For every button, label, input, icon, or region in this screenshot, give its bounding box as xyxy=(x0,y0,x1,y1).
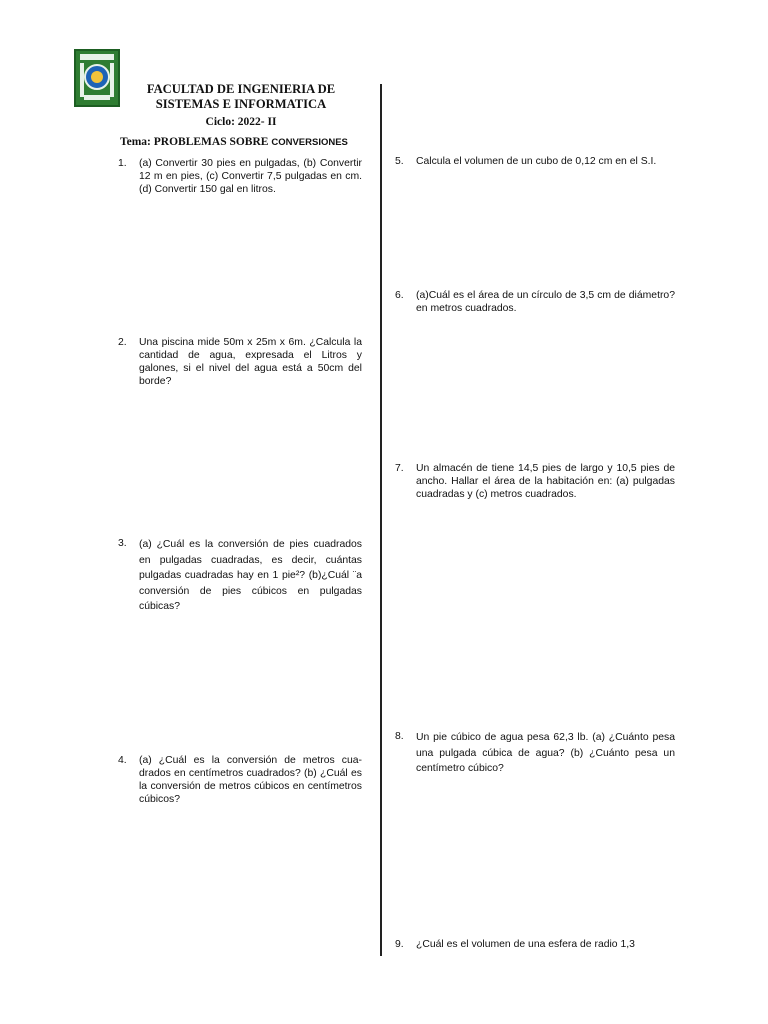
question-text: Una piscina mide 50m x 25m x 6m. ¿Calcula la cantidad de agua, expresada el Litros y galones, si el nivel del agua está a 50cm del borde? xyxy=(139,337,362,387)
question-number: 8. xyxy=(395,731,404,742)
question-number: 7. xyxy=(395,463,404,474)
question-number: 3. xyxy=(118,538,127,549)
question-text: (a) ¿Cuál es la conversión de pies cuadrados en pulgadas cuadradas, es decir, cuántas pulgadas cuadradas hay en 1 pie²? (b)¿Cuál ¨a conversión de pies cúbicos en pulgadas cúbicas? xyxy=(139,539,362,612)
topic-label: Tema: PROBLEMAS SOBRE xyxy=(120,136,269,148)
faculty-title xyxy=(125,82,357,112)
faculty-line-2: SISTEMAS E INFORMATICA xyxy=(155,97,327,111)
question-text: Un pie cúbico de agua pesa 62,3 lb. (a) ¿Cuánto pesa una pulgada cúbica de agua? (b) ¿Cuánto pesa un centímetro cúbico? xyxy=(416,732,675,774)
question-text: ¿Cuál es el volumen de una esfera de radio 1,3 xyxy=(416,939,635,950)
question-text: (a)Cuál es el área de un círculo de 3,5 cm de diámetro? en metros cuadrados. xyxy=(416,290,675,314)
question-text: (a) ¿Cuál es la conversión de metros cua-drados en centímetros cuadrados? (b) ¿Cuál es la conversión de metros cúbicos en centímetros cúbicos? xyxy=(139,755,362,805)
question-text: Un almacén de tiene 14,5 pies de largo y 10,5 pies de ancho. Hallar el área de la habitación en: (a) pulgadas cuadradas y (c) metros cuadrados. xyxy=(416,463,675,500)
topic-title xyxy=(120,136,370,148)
cycle-label: Ciclo: 2022- II xyxy=(205,116,277,128)
question-number: 2. xyxy=(118,337,127,348)
faculty-line-1: FACULTAD DE INGENIERIA DE xyxy=(146,82,336,96)
question-number: 4. xyxy=(118,755,127,766)
column-divider xyxy=(380,84,382,956)
university-crest-icon xyxy=(74,49,120,107)
question-number: 1. xyxy=(118,158,127,169)
question-number: 6. xyxy=(395,290,404,301)
question-number: 9. xyxy=(395,939,404,950)
question-text: (a) Convertir 30 pies en pulgadas, (b) Convertir 12 m en pies, (c) Convertir 7,5 pulgadas en cm. (d) Convertir 150 gal en litros. xyxy=(139,158,362,195)
question-text: Calcula el volumen de un cubo de 0,12 cm en el S.I. xyxy=(416,156,657,167)
topic-subject: CONVERSIONES xyxy=(271,137,348,148)
question-number: 5. xyxy=(395,156,404,167)
